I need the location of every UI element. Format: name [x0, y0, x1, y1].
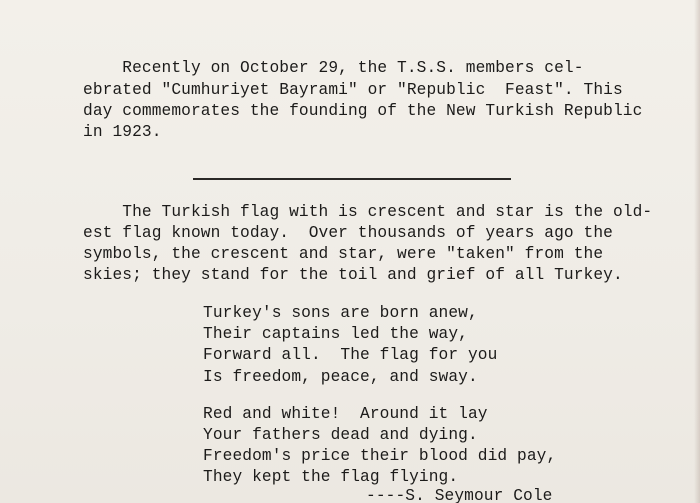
paragraph-2-line-4: skies; they stand for the toil and grief of all Turkey.	[83, 266, 623, 284]
poem-stanza-1-line-1: Turkey's sons are born anew,	[203, 304, 478, 322]
paragraph-1-line-4: in 1923.	[83, 123, 162, 141]
poem-attribution: ----S. Seymour Cole	[366, 487, 553, 503]
poem-stanza-2-line-3: Freedom's price their blood did pay,	[203, 447, 557, 465]
page-edge-shadow	[694, 0, 700, 503]
poem-stanza-2-line-4: They kept the flag flying.	[203, 468, 459, 486]
poem-stanza-1-line-4: Is freedom, peace, and sway.	[203, 368, 478, 386]
poem-stanza-2-line-1: Red and white! Around it lay	[203, 405, 488, 423]
paragraph-1-line-2: ebrated "Cumhuriyet Bayrami" or "Republic Feast". This	[83, 81, 623, 99]
poem-stanza-2-line-2: Your fathers dead and dying.	[203, 426, 478, 444]
poem-stanza-1-line-3: Forward all. The flag for you	[203, 346, 498, 364]
section-divider	[193, 178, 511, 180]
paragraph-1-line-3: day commemorates the founding of the New Turkish Republic	[83, 102, 643, 120]
paragraph-2-line-1: The Turkish flag with is crescent and star is the old-	[83, 203, 653, 221]
paragraph-2-line-3: symbols, the crescent and star, were "taken" from the	[83, 245, 604, 263]
paragraph-2-line-2: est flag known today. Over thousands of years ago the	[83, 224, 613, 242]
poem-stanza-1-line-2: Their captains led the way,	[203, 325, 468, 343]
paragraph-1-line-1: Recently on October 29, the T.S.S. members cel-	[83, 59, 584, 77]
